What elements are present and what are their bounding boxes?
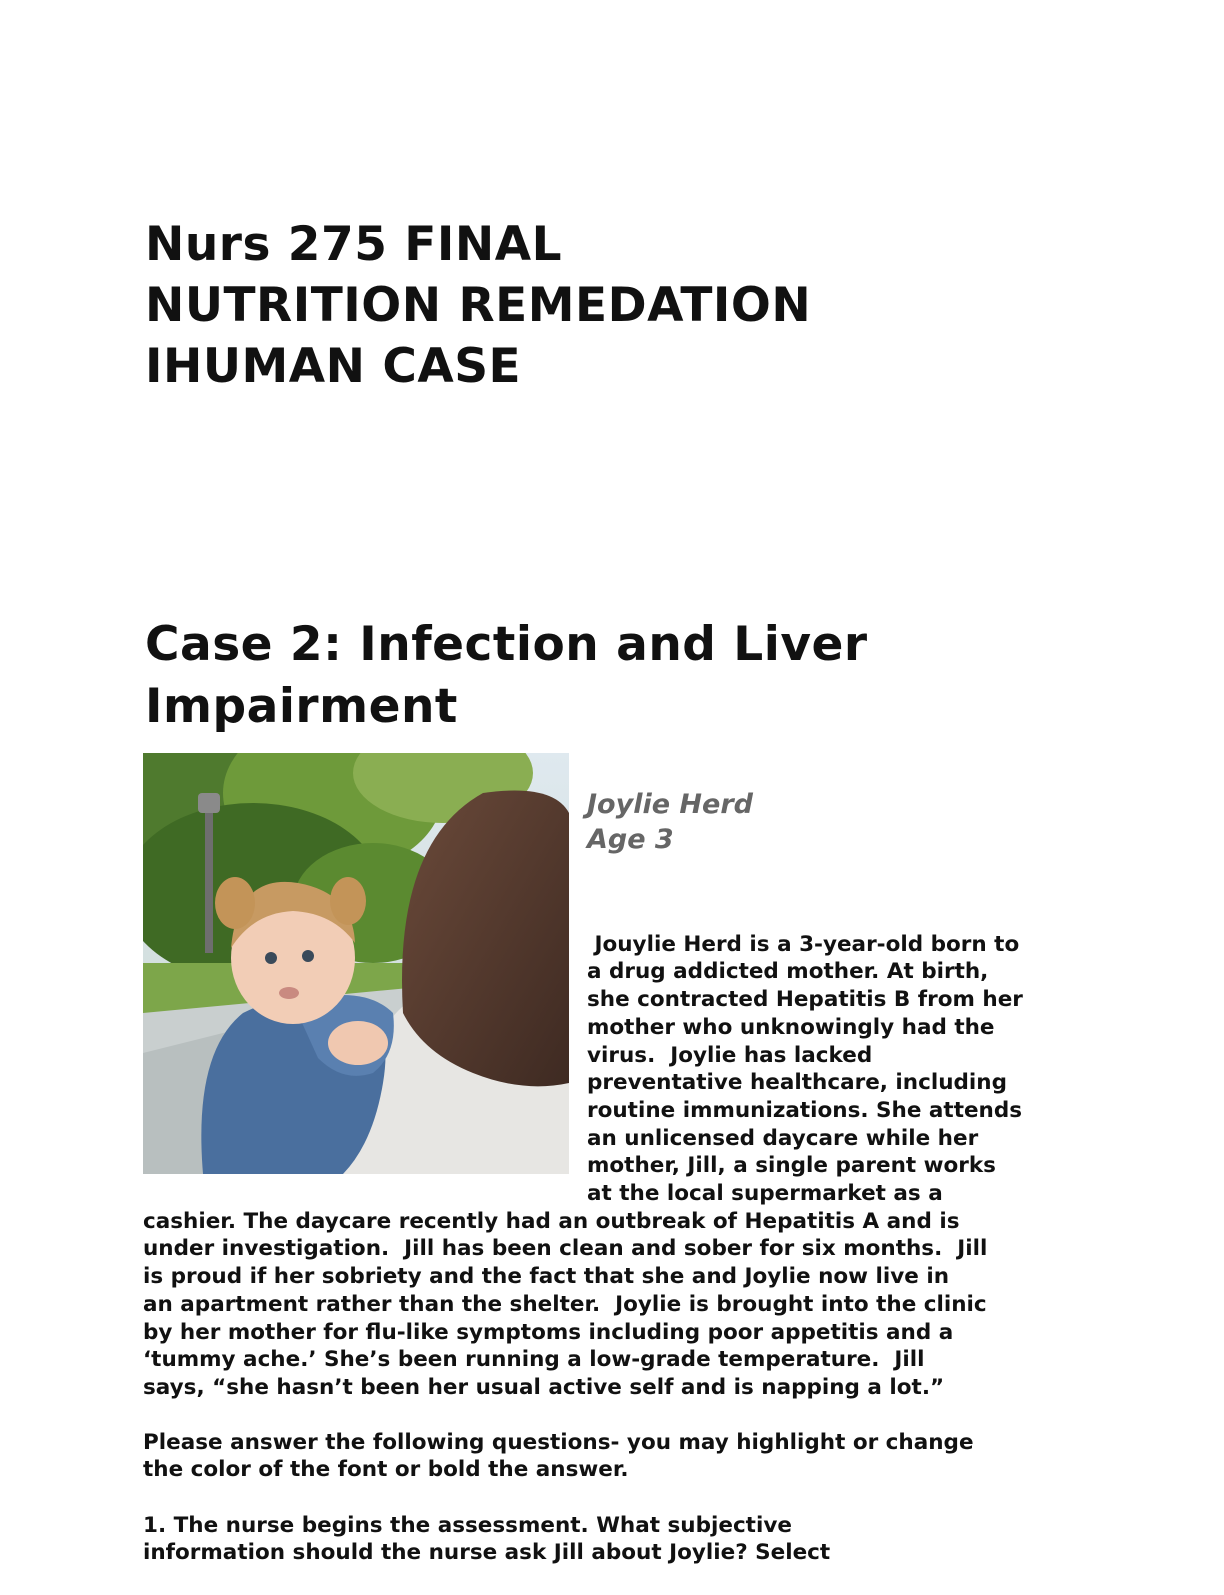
narrative-line: mother, Jill, a single parent works (587, 1153, 996, 1179)
narrative-line: an unlicensed daycare while her (587, 1125, 979, 1151)
case-heading: Case 2: Infection and Liver Impairment (145, 617, 868, 734)
narrative-line: by her mother for flu-like symptoms including poor appetitis and a (143, 1319, 954, 1345)
instructions-line: the color of the font or bold the answer. (143, 1457, 629, 1483)
narrative-line: preventative healthcare, including (587, 1070, 1007, 1096)
patient-age: Age 3 (587, 824, 674, 855)
question-1 (143, 1484, 830, 1595)
instructions-line: Please answer the following questions- you may highlight or change (143, 1429, 974, 1455)
patient-name: Joylie Herd (587, 789, 753, 820)
patient-photo (143, 753, 569, 1174)
case-narrative-continued (143, 1180, 987, 1429)
question-line: information should the nurse ask Jill about Joylie? Select (143, 1540, 831, 1566)
title-line-3: IHUMAN CASE (145, 339, 522, 394)
narrative-line: ‘tummy ache.’ She’s been running a low-grade temperature. Jill (143, 1347, 925, 1373)
narrative-line: she contracted Hepatitis B from her (587, 987, 1023, 1013)
title-line-2: NUTRITION REMEDATION (145, 278, 812, 333)
document-title (145, 214, 811, 397)
narrative-line: a drug addicted mother. At birth, (587, 959, 989, 985)
narrative-line: cashier. The daycare recently had an outbreak of Hepatitis A and is (143, 1208, 960, 1234)
narrative-line: routine immunizations. She attends (587, 1097, 1023, 1123)
title-line-1: Nurs 275 FINAL (145, 217, 563, 272)
narrative-line: virus. Joylie has lacked (587, 1042, 873, 1068)
narrative-line: at the local supermarket as a (587, 1181, 943, 1207)
narrative-line: mother who unknowingly had the (587, 1014, 995, 1040)
question-line: 1. The nurse begins the assessment. What subjective (143, 1512, 792, 1538)
narrative-line: an apartment rather than the shelter. Joylie is brought into the clinic (143, 1291, 987, 1317)
narrative-line: is proud if her sobriety and the fact that she and Joylie now live in (143, 1264, 950, 1290)
narrative-line: says, “she hasn’t been her usual active self and is napping a lot.” (143, 1374, 945, 1400)
narrative-line: under investigation. Jill has been clean and sober for six months. Jill (143, 1236, 988, 1262)
narrative-line: Jouylie Herd is a 3-year-old born to (587, 931, 1020, 957)
